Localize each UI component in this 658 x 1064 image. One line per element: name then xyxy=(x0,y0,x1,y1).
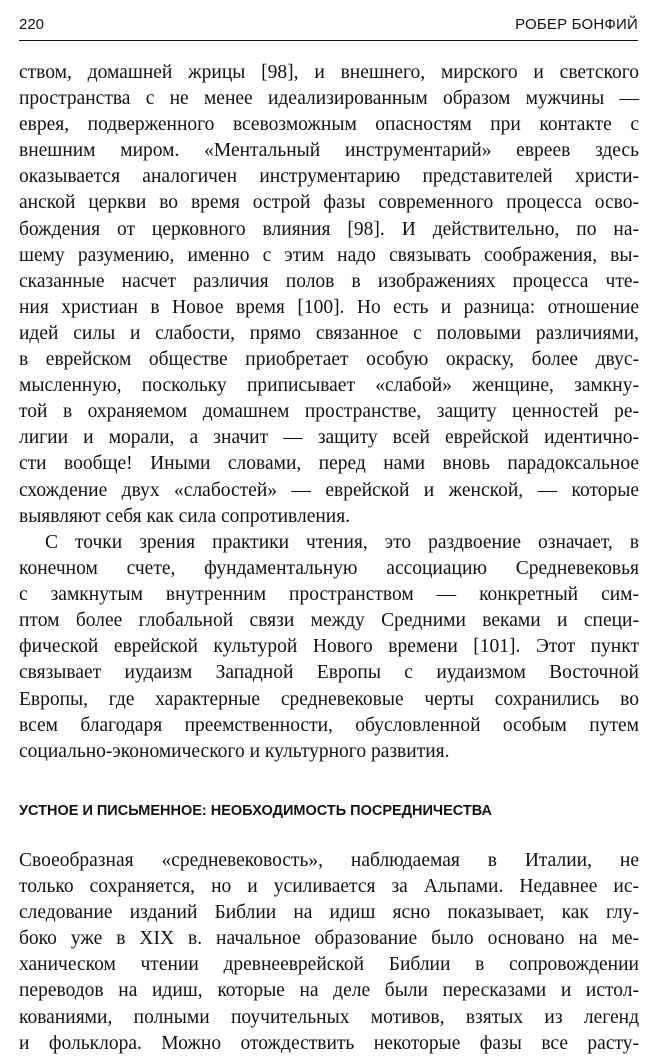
text-line: схождение двух «слабостей» — еврейской и женской, — которые xyxy=(19,479,639,501)
text-line: сказанные насчет различия полов в изображениях процесса чте- xyxy=(19,270,639,292)
text-line: мысленную, поскольку приписывает «слабой» женщине, замкну- xyxy=(19,375,639,397)
text-line: Своеобразная «средневековость», наблюдаемая в Италии, не xyxy=(19,850,639,871)
text-line: кованиями, полными поучительных мотивов, взятых из легенд xyxy=(19,1006,639,1028)
text-line: сти вообще! Иными словами, перед нами вновь парадоксальное xyxy=(19,453,639,475)
text-line: и фольклора. Можно отождествить некоторые фазы все расту- xyxy=(19,1032,639,1054)
text-line: связывает иудаизм Западной Европы с иудаизмом Восточной xyxy=(19,662,639,684)
text-line: ханическом чтении древнееврейской Библии в сопровождении xyxy=(19,954,639,976)
text-line: Европы, где характерные средневековые черты сохранились во xyxy=(19,688,639,710)
text-line: анской церкви во время острой фазы современного процесса осво- xyxy=(19,192,639,214)
text-line: боко уже в XIX в. начальное образование было основано на ме- xyxy=(19,928,639,950)
text-line: птом более глобальной связи между Средними веками и специ- xyxy=(19,610,639,632)
text-line: фической еврейской культурой Нового времени [101]. Этот пункт xyxy=(19,636,639,658)
text-line: внешним миром. «Ментальный инструментарий» евреев здесь xyxy=(19,140,639,162)
text-line: ством, домашней жрицы [98], и внешнего, мирского и светского xyxy=(19,62,639,83)
text-line: С точки зрения практики чтения, это раздвоение означает, в xyxy=(45,532,639,553)
text-line: выявляют себя как сила сопротивления. xyxy=(19,505,351,527)
text-line: конечном счете, фундаментальную ассоциацию Средневековья xyxy=(19,558,639,580)
header-rule xyxy=(19,40,638,41)
text-line: шему разумению, именно с этим надо связывать соображения, вы- xyxy=(19,244,639,266)
text-line: пространства с не менее идеализированным образом мужчины — xyxy=(19,88,639,110)
running-head-author: РОБЕР БОНФИЙ xyxy=(515,16,638,33)
text-line: с замкнутым внутренним пространством — конкретный сим- xyxy=(19,584,639,606)
text-line: переводов на идиш, которые на деле были пересказами и истол- xyxy=(19,980,639,1002)
paragraph-3 xyxy=(19,848,639,1057)
section-heading: УСТНОЕ И ПИСЬМЕННОЕ: НЕОБХОДИМОСТЬ ПОСРЕДНИЧЕСТВА xyxy=(19,803,492,819)
text-line: той в охраняемом домашнем пространстве, защиту ценностей ре- xyxy=(19,401,639,423)
text-line: еврея, подверженного всевозможным опасностям при контакте с xyxy=(19,114,639,136)
paragraph-2 xyxy=(19,530,639,765)
text-line: идей силы и слабости, прямо связанное с половыми различиями, xyxy=(19,322,639,344)
page-number: 220 xyxy=(19,16,45,33)
running-head xyxy=(19,14,638,36)
paragraph-1 xyxy=(19,60,639,530)
text-line: всем благодаря преемственности, обусловленной особым путем xyxy=(19,714,639,736)
text-line: следование изданий Библии на идиш ясно показывает, как глу- xyxy=(19,902,639,924)
text-line: только сохраняется, но и усиливается за Альпами. Недавнее ис- xyxy=(19,876,639,898)
text-line: лигии и морали, а значит — защиту всей еврейской идентично- xyxy=(19,427,639,449)
text-line: ния христиан в Новое время [100]. Но есть и разница: отношение xyxy=(19,296,639,318)
text-line: социально-экономического и культурного развития. xyxy=(19,740,450,762)
text-line: в еврейском обществе приобретает особую окраску, более двус- xyxy=(19,349,639,371)
text-line: оказывается аналогичен инструментарию представителей христи- xyxy=(19,166,639,188)
text-line: бождения от церковного влияния [98]. И действительно, по на- xyxy=(19,218,639,240)
